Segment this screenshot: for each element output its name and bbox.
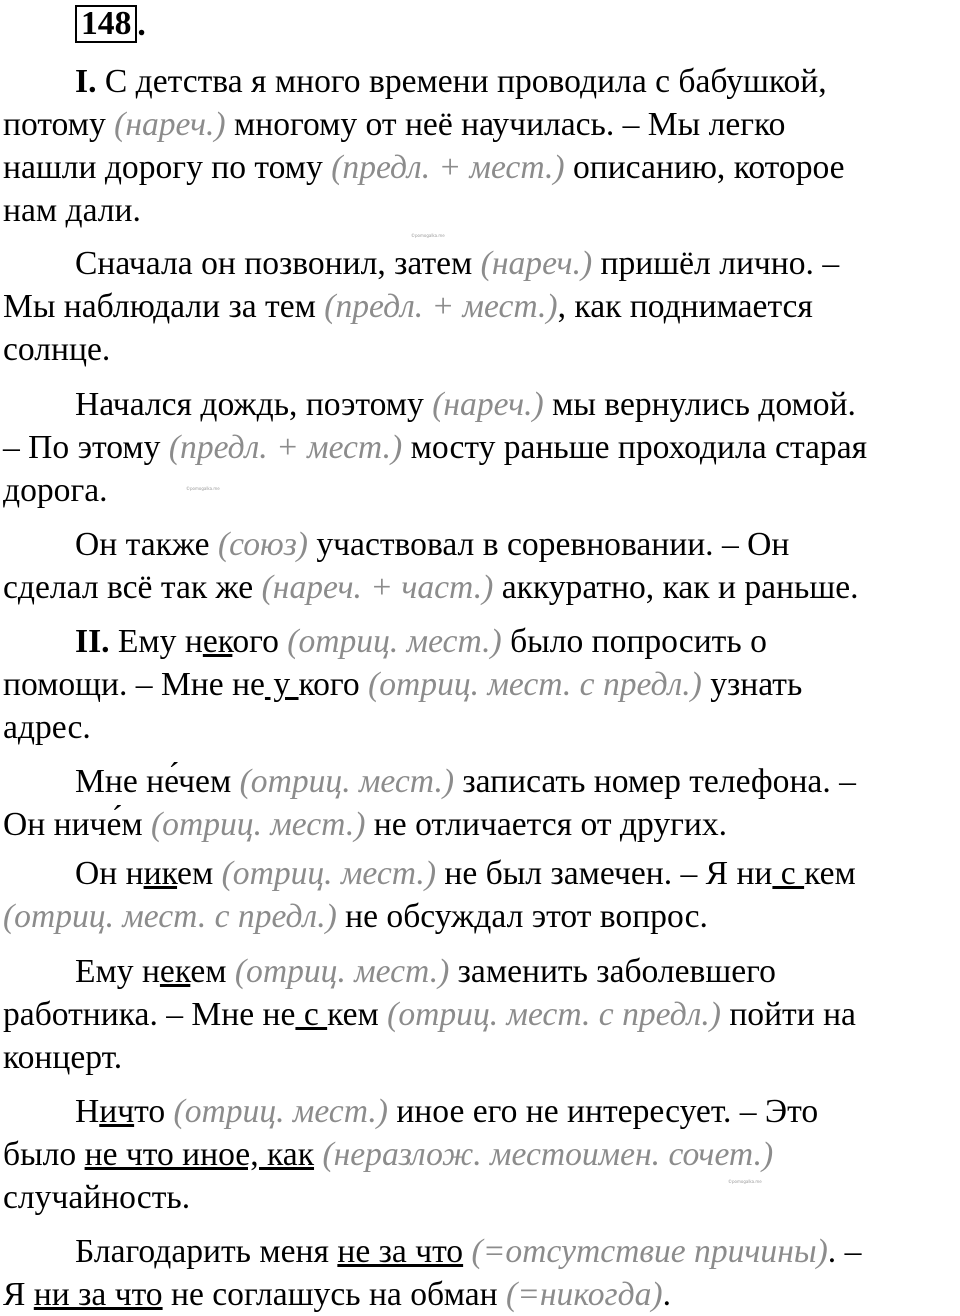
paragraph-7 — [3, 852, 957, 938]
grammar-note: (отриц. мест.) — [173, 1093, 388, 1130]
text-segment: Он ниче́м — [3, 806, 151, 843]
text-segment: Сначала он позвонил, затем — [75, 245, 481, 282]
text-segment: кем — [804, 855, 856, 892]
paragraph-10 — [3, 1230, 957, 1316]
text-segment: не отличается от других. — [365, 806, 728, 843]
text-segment: сделал всё так же — [3, 569, 262, 606]
text-segment: потому — [3, 106, 115, 143]
grammar-note: (отриц. мест.) — [239, 763, 455, 800]
grammar-note: (=никогда) — [506, 1276, 663, 1313]
text-segment: то — [134, 1093, 174, 1130]
exercise-number-dot: . — [137, 6, 146, 43]
text-segment: адрес. — [3, 709, 91, 746]
paragraph-5 — [3, 620, 957, 749]
grammar-note: (отриц. мест. с предл.) — [368, 666, 702, 703]
text-segment: пришёл лично. – — [592, 245, 840, 282]
text-segment: было — [3, 1136, 85, 1173]
text-segment: участвовал в соревновании. – Он — [307, 526, 790, 563]
paragraph-8 — [3, 950, 957, 1079]
text-segment: Благодарить меня — [75, 1233, 338, 1270]
grammar-note: (отриц. мест.) — [234, 953, 450, 990]
text-segment: не был замечен. – Я ни — [436, 855, 773, 892]
paragraph-6 — [3, 760, 957, 846]
text-segment: аккуратно, как и раньше. — [493, 569, 859, 606]
text-segment: Мы наблюдали за тем — [3, 288, 325, 325]
text-segment: работника. – Мне не — [3, 996, 296, 1033]
text-segment: пойти на — [720, 996, 856, 1033]
grammar-note: (нареч. + част.) — [261, 569, 494, 606]
text-segment: Н — [75, 1093, 100, 1130]
paragraph-4 — [3, 523, 957, 609]
text-segment: солнце. — [3, 331, 111, 368]
paragraph-9 — [3, 1090, 957, 1219]
grammar-note: (=отсутствие причины) — [471, 1233, 828, 1270]
grammar-note: (предл. + мест.) — [168, 429, 403, 466]
text-segment: записать номер телефона. – — [454, 763, 856, 800]
underlined-text: не за что — [337, 1233, 464, 1270]
text-segment: случайность. — [3, 1179, 191, 1216]
underlined-text: ич — [99, 1093, 135, 1130]
text-segment: Ему н — [109, 623, 203, 660]
grammar-note: (отриц. мест. с предл.) — [3, 898, 337, 935]
text-segment: . – — [827, 1233, 862, 1270]
underlined-text: ик — [143, 855, 178, 892]
part-label: I. — [75, 63, 97, 100]
text-segment: – По этому — [3, 429, 169, 466]
grammar-note: (союз) — [217, 526, 308, 563]
exercise-number-box: 148 — [75, 5, 137, 43]
paragraph-1 — [3, 60, 957, 232]
text-segment: ого — [232, 623, 288, 660]
text-segment: было попросить о — [501, 623, 767, 660]
text-segment: Начался дождь, поэтому — [75, 386, 433, 423]
text-segment: ем — [177, 855, 222, 892]
text-segment: концерт. — [3, 1039, 123, 1076]
underlined-text: ни за что — [33, 1276, 163, 1313]
text-segment: нашли дорогу по тому — [3, 149, 332, 186]
grammar-note: (предл. + мест.) — [331, 149, 565, 186]
text-segment: Он также — [75, 526, 218, 563]
underlined-text: ек — [159, 953, 191, 990]
text-segment — [463, 1233, 471, 1270]
text-segment: не обсуждал этот вопрос. — [336, 898, 708, 935]
paragraph-2 — [3, 242, 957, 371]
text-segment: заменить заболевшего — [449, 953, 776, 990]
grammar-note: (отриц. мест.) — [151, 806, 366, 843]
grammar-note: (неразлож. местоимен. сочет.) — [322, 1136, 774, 1173]
text-segment: многому от неё научилась. – Мы легко — [225, 106, 786, 143]
text-segment: , как поднимается — [557, 288, 813, 325]
grammar-note: (предл. + мест.) — [324, 288, 558, 325]
grammar-note: (отриц. мест.) — [287, 623, 502, 660]
grammar-note: (отриц. мест. с предл.) — [387, 996, 721, 1033]
grammar-note: (нареч.) — [432, 386, 544, 423]
text-segment: помощи. – Мне не — [3, 666, 265, 703]
text-segment: ем — [190, 953, 235, 990]
text-segment: Он н — [75, 855, 144, 892]
underlined-text: с — [295, 996, 328, 1033]
part-label: II. — [75, 623, 110, 660]
text-segment: С детства я много времени проводила с бабушкой, — [96, 63, 827, 100]
underlined-text: у — [264, 666, 299, 703]
text-segment: мосту раньше проходила старая — [402, 429, 868, 466]
grammar-note: (нареч.) — [114, 106, 226, 143]
watermark: ©pomogalka.me — [411, 233, 445, 238]
text-segment: кем — [327, 996, 388, 1033]
watermark: ©pomogalka.me — [728, 1179, 762, 1184]
underlined-text: с — [772, 855, 805, 892]
watermark: ©pomogalka.me — [186, 486, 220, 491]
text-segment: кого — [298, 666, 369, 703]
grammar-note: (нареч.) — [480, 245, 593, 282]
text-segment: Ему н — [75, 953, 160, 990]
text-segment: . — [662, 1276, 672, 1313]
exercise-number — [75, 5, 146, 45]
text-segment: иное его не интересует. – Это — [387, 1093, 819, 1130]
text-segment: нам дали. — [3, 192, 141, 229]
underlined-text: ек — [202, 623, 233, 660]
underlined-text: не что иное, как — [84, 1136, 315, 1173]
text-segment: мы вернулись домой. — [543, 386, 856, 423]
grammar-note: (отриц. мест.) — [221, 855, 436, 892]
text-segment: Мне не́чем — [75, 763, 240, 800]
text-segment: описанию, которое — [564, 149, 845, 186]
text-segment: дорога. — [3, 472, 108, 509]
text-segment: узнать — [701, 666, 803, 703]
paragraph-3 — [3, 383, 957, 512]
text-segment: Я — [3, 1276, 34, 1313]
text-segment: не соглашусь на обман — [162, 1276, 507, 1313]
